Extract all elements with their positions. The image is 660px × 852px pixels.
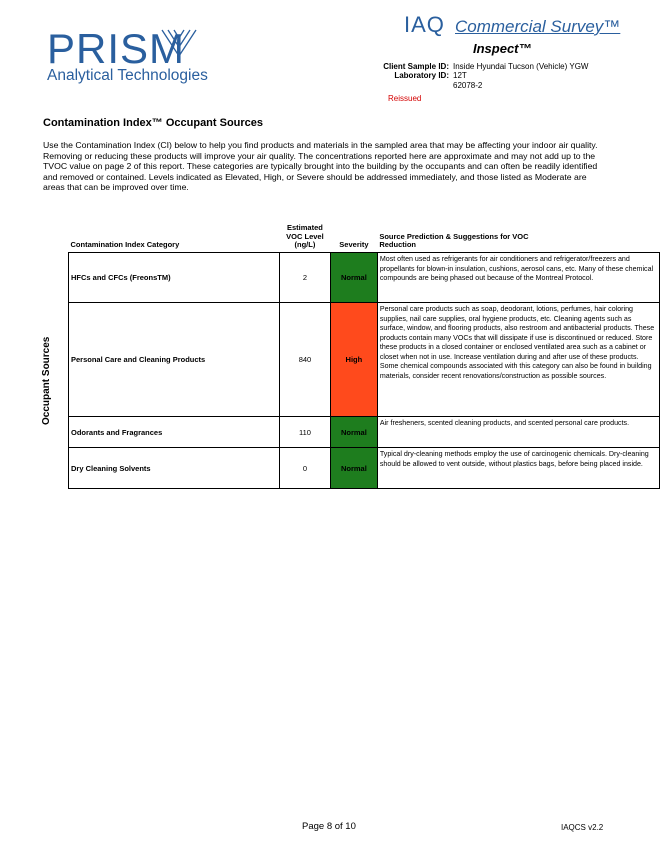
header-source: [377, 220, 659, 253]
header-category: Contamination Index Category: [70, 240, 180, 250]
row-severity-badge: Normal: [330, 417, 377, 448]
row-category: Dry Cleaning Solvents: [69, 448, 280, 489]
lab-id-label: Laboratory ID:: [394, 71, 449, 80]
reissued-label: Reissued: [388, 94, 422, 103]
table-row: [69, 303, 660, 417]
table-header-row: [69, 220, 660, 253]
table-row: [69, 448, 660, 489]
row-category: HFCs and CFCs (FreonsTM): [69, 253, 280, 303]
occupant-sources-side-label: Occupant Sources: [41, 336, 52, 425]
row-voc: 110: [279, 417, 330, 448]
row-source: Most often used as refrigerants for air conditioners and refrigerator/freezers and propellants for blown-in insulation, cushions, aerosol cans, etc. Many of these chemical compounds are being phased out because of the Montreal Protocol.: [377, 253, 659, 303]
row-voc: 2: [279, 253, 330, 303]
lab-id-value: 12T: [453, 71, 467, 80]
header-severity: Severity: [339, 240, 369, 250]
table-row: [69, 253, 660, 303]
header-source-text: Source Prediction & Suggestions for VOC Reduction: [379, 231, 529, 250]
client-sample-label: Client Sample ID:: [383, 62, 449, 71]
client-sample-value: Inside Hyundai Tucson (Vehicle) YGW: [453, 62, 589, 71]
table-row: [69, 417, 660, 448]
section-title: Contamination Index™ Occupant Sources: [43, 117, 264, 129]
header-voc-text: Estimated VOC Level (ng/L): [286, 223, 324, 250]
prism-logo-icon: [160, 28, 198, 58]
contamination-index-table: [68, 220, 660, 489]
row-category: Odorants and Fragrances: [69, 417, 280, 448]
product-survey-name: Commercial Survey™: [455, 17, 621, 36]
report-version: IAQCS v2.2: [561, 823, 604, 832]
company-logo-wordmark: PRISM: [47, 25, 186, 72]
row-severity-badge: High: [330, 303, 377, 417]
row-severity-badge: Normal: [330, 253, 377, 303]
row-source: Typical dry-cleaning methods employ the use of carcinogenic chemicals. Dry-cleaning should be allowed to vent outside, without plastics bags, before being placed inside.: [377, 448, 659, 489]
section-intro: Use the Contamination Index (CI) below to help you find products and materials in the sampled area that may be affecting your indoor air quality. Removing or reducing these products will improve your air quality. The concentrations reported here are approximate and may not add up to the TVOC value on page 2 of this report. These categories are typically brought into the building by the occupants and can often be readily identified and removed or contained. Levels indicated as Elevated, High, or Severe should be addressed immediately, and those listed as Moderate are areas that can be improved over time.: [43, 140, 598, 193]
row-category: Personal Care and Cleaning Products: [69, 303, 280, 417]
row-severity-badge: Normal: [330, 448, 377, 489]
row-source: Personal care products such as soap, deodorant, lotions, perfumes, hair coloring supplies, nail care supplies, oral hygiene products, etc. Cleaning agents such as surface, window, and flooring products, also restroom and antibacterial products. These products contain many VOCs that will dissipate if use is discontinued or reduced. Store these products in a closed container or enclosed ventilated area such as a cabinet or closet when not in use. Increase ventilation during and after use of these products. Some chemical compounds associated with this category can also be found in building materials, consider recent renovations/construction as possible sources.: [377, 303, 659, 417]
row-voc: 0: [279, 448, 330, 489]
product-inspect: Inspect™: [473, 41, 532, 56]
page-number: Page 8 of 10: [302, 821, 356, 832]
header-voc: [279, 220, 330, 253]
row-voc: 840: [279, 303, 330, 417]
lab-id-value-2: 62078-2: [453, 81, 483, 90]
row-source: Air fresheners, scented cleaning products, and scented personal care products.: [377, 417, 659, 448]
product-iaq: IAQ: [404, 12, 445, 37]
company-logo-subtitle: Analytical Technologies: [47, 67, 208, 84]
